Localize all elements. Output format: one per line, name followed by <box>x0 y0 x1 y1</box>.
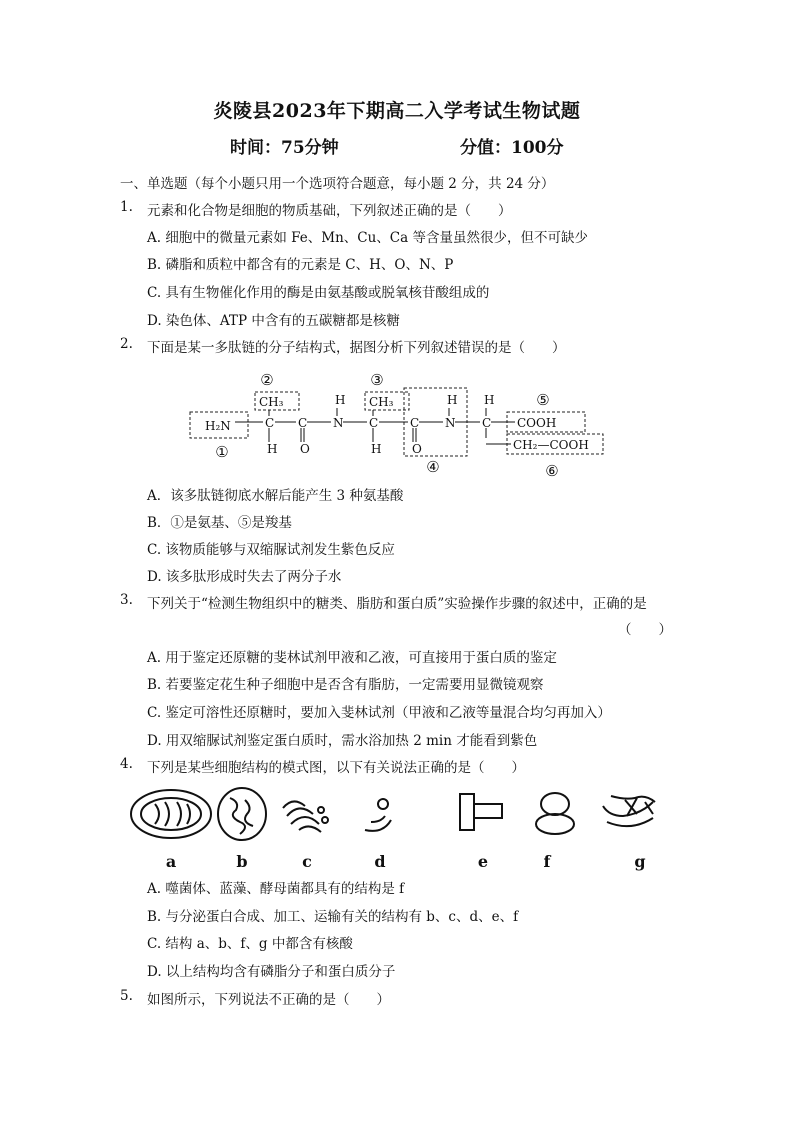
q4-number: 4. <box>120 756 133 772</box>
q1-stem: 元素和化合物是细胞的物质基础，下列叙述正确的是（ ） <box>147 203 512 219</box>
label-3: ③ <box>370 371 384 389</box>
q3-option-a: A. 用于鉴定还原糖的斐林试剂甲液和乙液，可直接用于蛋白质的鉴定 <box>147 650 557 666</box>
section-heading: 一、单选题（每个小题只用一个选项符合题意，每小题 2 分，共 24 分） <box>120 176 555 192</box>
q1-option-b: B. 磷脂和质粒中都含有的元素是 C、H、O、N、P <box>147 257 454 273</box>
q5-number: 5. <box>120 988 133 1004</box>
q3-option-c: C. 鉴定可溶性还原糖时，要加入斐林试剂（甲液和乙液等量混合均匀再加入） <box>147 705 611 721</box>
q3-answer-bracket: （ ） <box>618 622 672 638</box>
label-d: d <box>374 852 386 871</box>
ch3-text-3: CH₃ <box>369 395 394 409</box>
svg-text:O: O <box>412 442 422 456</box>
q3-option-d: D. 用双缩脲试剂鉴定蛋白质时，需水浴加热 2 min 才能看到紫色 <box>147 733 538 749</box>
peptide-structure-diagram <box>185 370 615 482</box>
page-title: 炎陵县2023年下期高二入学考试生物试题 <box>213 100 581 122</box>
svg-text:C: C <box>482 416 492 430</box>
svg-text:C: C <box>298 416 308 430</box>
h2n-text: H₂N <box>205 419 231 433</box>
organelle-d-er <box>365 799 391 831</box>
label-1: ① <box>215 443 229 461</box>
ch3-text-2: CH₃ <box>259 395 284 409</box>
exam-time: 时间：75分钟 <box>230 138 339 158</box>
svg-text:O: O <box>300 442 310 456</box>
q3-number: 3. <box>120 592 133 608</box>
label-c: c <box>302 852 312 871</box>
label-b: b <box>236 852 248 871</box>
svg-text:H: H <box>267 442 278 456</box>
organelle-a-mitochondrion <box>131 790 211 838</box>
svg-text:H: H <box>371 442 382 456</box>
q4-option-b: B. 与分泌蛋白合成、加工、运输有关的结构有 b、c、d、e、f <box>147 909 519 925</box>
q2-stem: 下面是某一多肽链的分子结构式，据图分析下列叙述错误的是（ ） <box>147 340 566 356</box>
cooh-text: COOH <box>517 416 557 430</box>
q3-stem: 下列关于“检测生物组织中的糖类、脂肪和蛋白质”实验操作步骤的叙述中，正确的是 <box>147 596 647 612</box>
svg-text:N: N <box>445 416 456 430</box>
organelle-e-centriole <box>460 794 502 830</box>
organelle-c-golgi <box>283 801 328 832</box>
q1-option-d: D. 染色体、ATP 中含有的五碳糖都是核糖 <box>147 313 400 329</box>
label-g: g <box>634 852 646 871</box>
q2-option-d: D. 该多肽形成时失去了两分子水 <box>147 569 342 585</box>
q5-stem: 如图所示，下列说法不正确的是（ ） <box>147 992 390 1008</box>
organelle-diagram <box>125 784 705 876</box>
exam-score: 分值：100分 <box>460 138 564 158</box>
label-2: ② <box>260 371 274 389</box>
q2-number: 2. <box>120 336 133 352</box>
organelle-g-rough-er <box>603 796 655 826</box>
label-5: ⑤ <box>536 391 550 409</box>
svg-text:H: H <box>447 393 458 407</box>
svg-text:C: C <box>410 416 420 430</box>
svg-text:H: H <box>335 393 346 407</box>
organelle-f-ribosome <box>536 793 574 834</box>
q2-option-a: A．该多肽链彻底水解后能产生 3 种氨基酸 <box>147 488 404 504</box>
q2-option-b: B．①是氨基、⑤是羧基 <box>147 515 292 531</box>
svg-text:H: H <box>484 393 495 407</box>
q4-option-a: A. 噬菌体、蓝藻、酵母菌都具有的结构是 f <box>147 881 405 897</box>
svg-text:C: C <box>265 416 275 430</box>
q4-option-d: D. 以上结构均含有磷脂分子和蛋白质分子 <box>147 964 396 980</box>
svg-text:N: N <box>333 416 344 430</box>
label-f: f <box>543 852 551 871</box>
ch2cooh-text: CH₂—COOH <box>513 438 589 452</box>
label-6: ⑥ <box>545 462 559 480</box>
q1-number: 1. <box>120 199 133 215</box>
q3-option-b: B. 若要鉴定花生种子细胞中是否含有脂肪，一定需要用显微镜观察 <box>147 677 544 693</box>
label-4: ④ <box>426 458 440 476</box>
svg-text:C: C <box>369 416 379 430</box>
q4-stem: 下列是某些细胞结构的模式图，以下有关说法正确的是（ ） <box>147 760 525 776</box>
organelle-b-chloroplast <box>218 788 266 840</box>
label-a: a <box>165 852 177 871</box>
q1-option-a: A. 细胞中的微量元素如 Fe、Mn、Cu、Ca 等含量虽然很少，但不可缺少 <box>147 230 588 246</box>
q4-option-c: C. 结构 a、b、f、g 中都含有核酸 <box>147 936 353 952</box>
label-e: e <box>477 852 489 871</box>
q2-option-c: C. 该物质能够与双缩脲试剂发生紫色反应 <box>147 542 395 558</box>
q1-option-c: C. 具有生物催化作用的酶是由氨基酸或脱氧核苷酸组成的 <box>147 285 490 301</box>
